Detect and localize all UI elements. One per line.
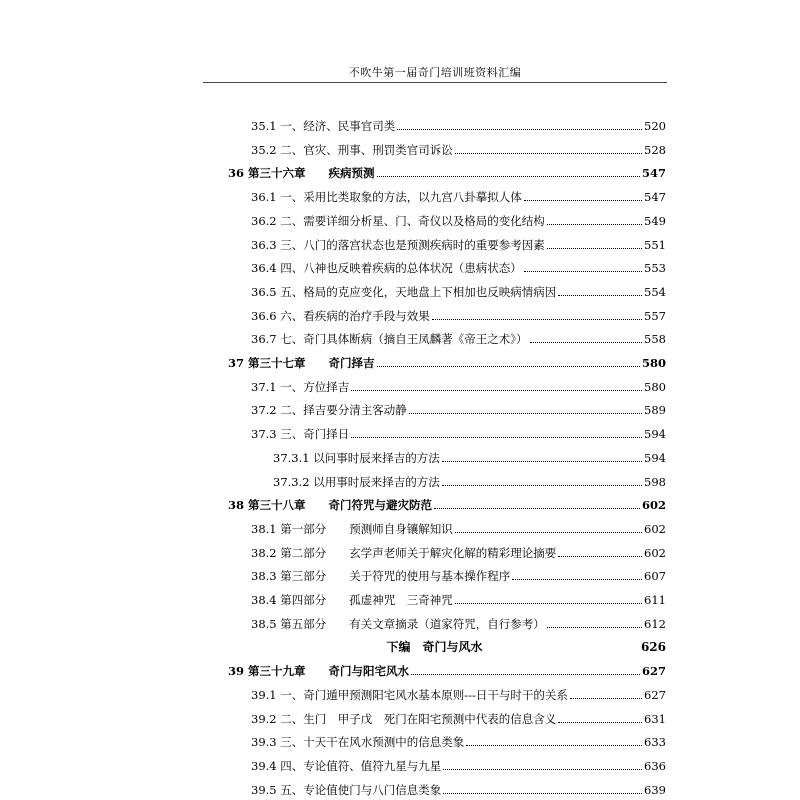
toc-entry-title: 第三十七章 奇门择吉 <box>248 356 375 370</box>
toc-dot-leader <box>411 674 640 675</box>
toc-entry-title: 二、官灾、刑事、刑罚类官司诉讼 <box>280 142 453 157</box>
toc-dot-leader <box>443 793 642 794</box>
toc-entry-title: 一、采用比类取象的方法，以九宫八卦摹拟人体 <box>280 190 522 205</box>
toc-entry-title: 第一部分 预测师自身镶解知识 <box>280 521 453 536</box>
toc-entry-title: 四、专论值符、值符九星与九星 <box>280 758 442 773</box>
toc-page-number: 549 <box>644 213 666 228</box>
toc-page-number: 626 <box>640 640 666 655</box>
toc-entry-number: 35.2 <box>251 142 277 157</box>
toc-dot-leader <box>455 603 642 604</box>
toc-section-entry[interactable] <box>251 566 666 584</box>
toc-entry-number: 36 <box>228 166 245 181</box>
toc-page-number: 551 <box>644 237 666 252</box>
toc-page-number: 547 <box>641 166 666 181</box>
toc-dot-leader <box>524 271 642 272</box>
toc-section-entry[interactable] <box>251 685 666 703</box>
toc-entry-title: 以问事时辰来择吉的方法 <box>313 450 440 465</box>
toc-entry-title: 三、十天干在风水预测中的信息类象 <box>280 735 465 750</box>
toc-entry-number: 37.3.1 <box>273 450 310 465</box>
toc-section-entry[interactable] <box>251 211 666 229</box>
toc-section-entry[interactable] <box>251 543 666 561</box>
toc-page-number: 580 <box>644 379 666 394</box>
toc-entry-title: 第三十九章 奇门与阳宅风水 <box>248 664 410 679</box>
toc-page-number: 520 <box>644 119 666 133</box>
toc-section-entry[interactable] <box>251 329 666 347</box>
toc-dot-leader <box>530 342 643 343</box>
toc-dot-leader <box>377 366 640 367</box>
toc-page-number: 580 <box>641 356 666 370</box>
toc-dot-leader <box>558 556 642 557</box>
toc-entry-number: 37 <box>228 356 245 370</box>
toc-entry-title: 第三部分 关于符咒的使用与基本操作程序 <box>280 569 511 584</box>
toc-entry-number: 37.1 <box>251 379 277 394</box>
toc-dot-leader <box>558 722 642 723</box>
toc-entry-number: 39 <box>228 664 245 679</box>
toc-page-number: 627 <box>641 664 666 679</box>
toc-entry-number: 36.4 <box>251 261 277 276</box>
toc-page-number: 611 <box>644 593 666 607</box>
toc-entry-title: 一、奇门遁甲预测阳宅风水基本原则---日干与时干的关系 <box>280 687 568 702</box>
toc-page-number: 589 <box>644 403 666 418</box>
toc-page-number: 528 <box>644 142 666 157</box>
toc-dot-leader <box>547 627 642 628</box>
toc-entry-title: 第五部分 有关文章摘录（道家符咒，自行参考） <box>280 616 545 631</box>
toc-dot-leader <box>558 295 642 296</box>
toc-page-number: 612 <box>644 616 666 631</box>
toc-entry-number: 39.5 <box>251 782 277 797</box>
toc-dot-leader <box>524 200 642 201</box>
toc-dot-leader <box>570 698 642 699</box>
toc-dot-leader <box>455 153 642 154</box>
toc-entry-title: 第二部分 玄学声老师关于解灾化解的精彩理论摘要 <box>280 545 557 560</box>
toc-entry-title: 一、方位择吉 <box>280 379 350 394</box>
toc-dot-leader <box>442 485 642 486</box>
toc-entry-title: 六、看疾病的治疗手段与效果 <box>280 308 430 323</box>
toc-section-entry[interactable] <box>251 732 666 750</box>
toc-dot-leader <box>547 248 642 249</box>
toc-dot-leader <box>397 129 642 130</box>
toc-section-entry[interactable] <box>251 116 666 134</box>
toc-entry-number: 39.2 <box>251 711 277 726</box>
toc-entry-number: 39.1 <box>251 687 277 702</box>
toc-entry-number: 36.1 <box>251 190 277 205</box>
toc-entry-number: 36.2 <box>251 213 277 228</box>
toc-page-number: 594 <box>644 450 666 465</box>
toc-section-entry[interactable] <box>251 614 666 632</box>
toc-dot-leader <box>443 769 642 770</box>
toc-section-entry[interactable] <box>251 400 666 418</box>
header-divider <box>203 82 667 83</box>
toc-entry-title: 三、八门的落宫状态也是预测疾病时的重要参考因素 <box>280 237 545 252</box>
toc-entry-title: 第四部分 孤虚神咒 三奇神咒 <box>280 593 453 607</box>
toc-entry-title: 二、需要详细分析星、门、奇仪以及格局的变化结构 <box>280 213 545 228</box>
toc-page-number: 627 <box>644 687 666 702</box>
toc-page-number: 547 <box>644 190 666 205</box>
toc-entry-number: 38.5 <box>251 616 277 631</box>
toc-page-number: 558 <box>644 332 666 347</box>
toc-entry-title: 二、择吉要分清主客动静 <box>280 403 407 418</box>
toc-entry-title: 第三十八章 奇门符咒与避灾防范 <box>248 498 433 513</box>
toc-entry-title: 五、格局的克应变化，天地盘上下相加也反映病情病因 <box>280 284 557 299</box>
toc-page-number: 602 <box>644 521 666 536</box>
toc-dot-leader <box>466 745 642 746</box>
toc-entry-title: 以用事时辰来择吉的方法 <box>313 474 440 489</box>
toc-dot-leader <box>377 176 640 177</box>
toc-page-number: 639 <box>644 782 666 797</box>
toc-page-number: 598 <box>644 474 666 489</box>
toc-entry-number: 35.1 <box>251 119 277 133</box>
toc-entry-number: 37.3.2 <box>273 474 310 489</box>
toc-page-number: 602 <box>641 498 666 513</box>
toc-section-entry[interactable] <box>251 235 666 253</box>
toc-page-number: 633 <box>644 735 666 750</box>
toc-entry-number: 38 <box>228 498 245 513</box>
toc-page-number: 631 <box>644 711 666 726</box>
toc-entry-number: 38.2 <box>251 545 277 560</box>
toc-entry-title: 三、奇门择日 <box>280 427 350 442</box>
toc-page-number: 554 <box>644 284 666 299</box>
toc-dot-leader <box>442 461 642 462</box>
toc-chapter-entry[interactable] <box>228 495 666 513</box>
toc-entry-title: 七、奇门具体断病（摘自王凤麟著《帝王之术》） <box>280 332 528 347</box>
toc-entry-number: 39.3 <box>251 735 277 750</box>
toc-section-entry[interactable] <box>251 306 666 324</box>
toc-entry-number: 38.4 <box>251 593 277 607</box>
toc-dot-leader <box>512 579 642 580</box>
toc-entry-number: 38.1 <box>251 521 277 536</box>
toc-section-entry[interactable] <box>251 519 666 537</box>
toc-section-entry[interactable] <box>251 756 666 774</box>
toc-dot-leader <box>351 437 642 438</box>
toc-dot-leader <box>434 508 640 509</box>
toc-page-number: 553 <box>644 261 666 276</box>
toc-chapter-entry[interactable] <box>228 353 666 371</box>
toc-section-entry[interactable] <box>251 187 666 205</box>
toc-page-number: 636 <box>644 758 666 773</box>
toc-page-number: 607 <box>644 569 666 584</box>
toc-section-entry[interactable] <box>251 258 666 276</box>
toc-part-title: 下编 奇门与风水 <box>386 640 483 655</box>
page-header-title: 不吹牛第一届奇门培训班资料汇编 <box>348 66 522 79</box>
toc-entry-number: 36.3 <box>251 237 277 252</box>
toc-section-entry[interactable] <box>251 140 666 158</box>
toc-section-entry[interactable] <box>273 448 666 466</box>
toc-entry-title: 第三十六章 疾病预测 <box>248 166 375 181</box>
toc-entry-number: 37.2 <box>251 403 277 418</box>
toc-page-number: 594 <box>644 427 666 442</box>
toc-section-entry[interactable] <box>251 709 666 727</box>
toc-entry-title: 二、生门 甲子戊 死门在阳宅预测中代表的信息含义 <box>280 711 557 726</box>
toc-entry-title: 四、八神也反映着疾病的总体状况（患病状态） <box>280 261 522 276</box>
toc-entry-number: 39.4 <box>251 758 277 773</box>
toc-dot-leader <box>547 224 642 225</box>
toc-section-entry[interactable] <box>251 377 666 395</box>
toc-page-number: 557 <box>644 308 666 323</box>
toc-entry-title: 一、经济、民事官司类 <box>280 119 396 133</box>
toc-chapter-entry[interactable] <box>228 661 666 679</box>
toc-dot-leader <box>432 319 642 320</box>
toc-part-heading[interactable] <box>228 637 666 655</box>
toc-dot-leader <box>455 532 642 533</box>
toc-entry-number: 36.7 <box>251 332 277 347</box>
toc-section-entry[interactable] <box>251 780 666 798</box>
toc-section-entry[interactable] <box>251 282 666 300</box>
toc-entry-number: 36.6 <box>251 308 277 323</box>
toc-page-number: 602 <box>644 545 666 560</box>
toc-section-entry[interactable] <box>251 424 666 442</box>
toc-entry-title: 五、专论值使门与八门信息类象 <box>280 782 442 797</box>
toc-section-entry[interactable] <box>251 590 666 608</box>
toc-entry-number: 38.3 <box>251 569 277 584</box>
toc-dot-leader <box>409 413 642 414</box>
toc-section-entry[interactable] <box>273 472 666 490</box>
toc-chapter-entry[interactable] <box>228 163 666 181</box>
toc-entry-number: 37.3 <box>251 427 277 442</box>
toc-dot-leader <box>351 390 642 391</box>
toc-entry-number: 36.5 <box>251 284 277 299</box>
